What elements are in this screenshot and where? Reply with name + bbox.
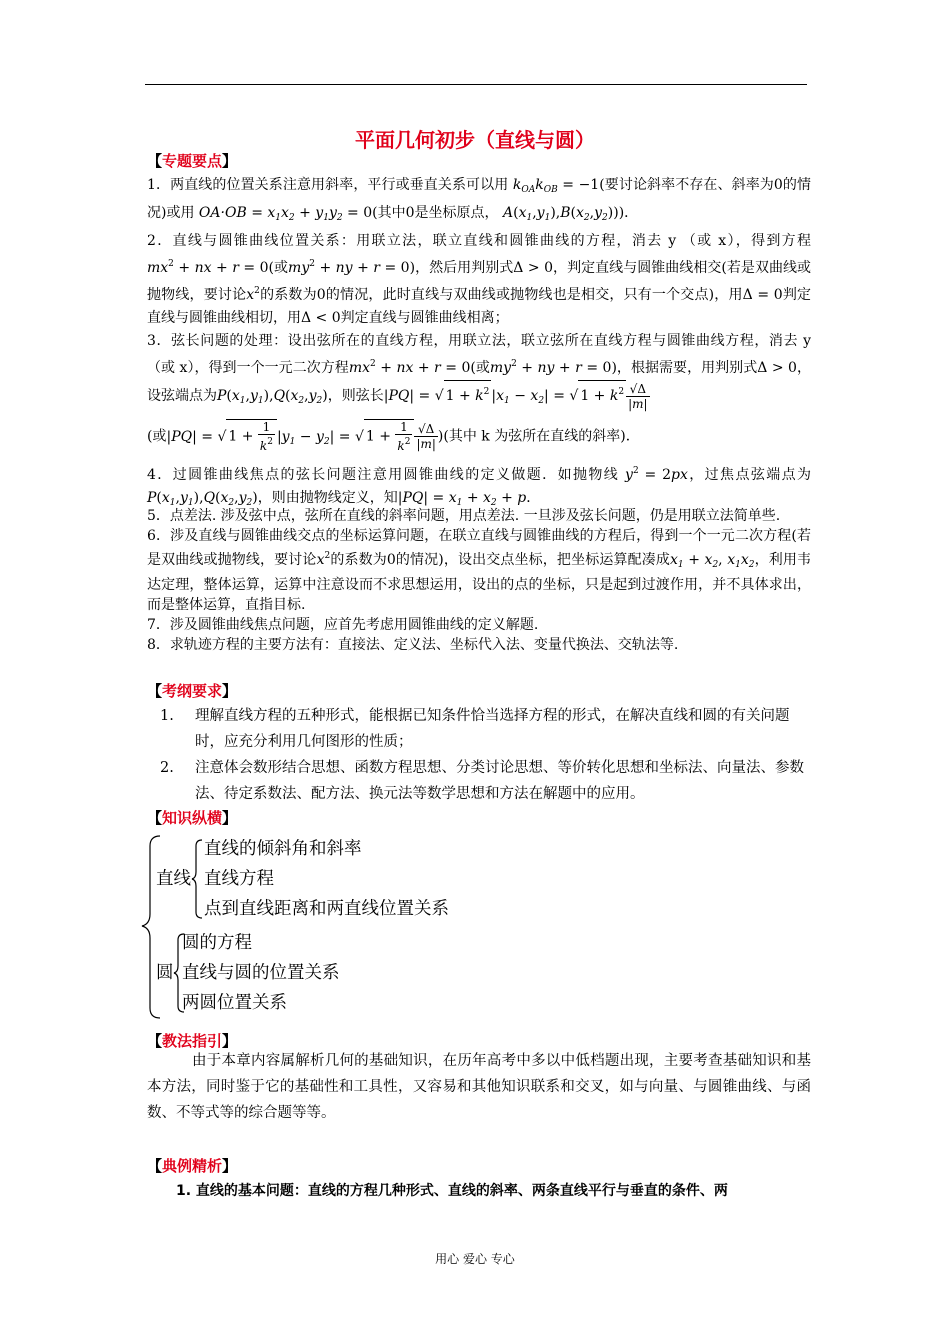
knowledge-circle-item: 两圆位置关系 [182, 993, 287, 1013]
point-2: 2．直线与圆锥曲线位置关系：用联立法，联立直线和圆锥曲线的方程，消去 y （或 x），得到方程 $mx^2$ + nx + r = 0(或$my^2$ + ny + r = 0)，然后用判别式Δ > 0，判定直线与圆锥曲线相交(若是双曲线或抛物线，要讨论$x^2$的系数为0的情况，此时直线与双曲线或抛物线也是相交，只有一个交点)，用Δ = 0判定直线与圆锥曲线相切，用Δ < 0判定直线与圆锥曲线相离； [147, 233, 812, 326]
key-points-body [147, 174, 811, 515]
list-item: 2. 注意体会数形结合思想、函数方程思想、分类讨论思想、等价转化思想和坐标法、向量法、参数法、待定系数法、配方法、换元法等数学思想和方法在解题中的应用。 [160, 760, 804, 802]
knowledge-line-item: 直线方程 [204, 869, 274, 889]
knowledge-line-item: 直线的倾斜角和斜率 [204, 839, 362, 859]
point-4: 4．过圆锥曲线焦点的弦长问题注意用圆锥曲线的定义做题．如抛物线 $y^2 = 2px$，过焦点弦端点为$P(x_1,y_1),Q(x_2,y_2)$，则由抛物线定义，知$|PQ| = x_1 + x_2 + p$． [147, 465, 812, 508]
point-6: 6．涉及直线与圆锥曲线交点的坐标运算问题，在联立直线与圆锥曲线的方程后，得到一个一元二次方程(若是双曲线或抛物线，要讨论$x^2$的系数为0的情况)，设出交点坐标，把坐标运算配凑成$x_1 + x_2$, $x_1x_2$，利用韦达定理，整体运算，运算中注意设而不求思想运用，设出的点的坐标，只是起到过渡作用，并不具体求出，而是整体运算，直指目标. [147, 528, 812, 613]
point-7: 7．涉及圆锥曲线焦点问题，应首先考虑用圆锥曲线的定义解题. [147, 617, 539, 633]
line-brace [192, 840, 202, 918]
knowledge-circle-item: 直线与圆的位置关系 [182, 963, 340, 983]
knowledge-line-label: 直线 [156, 869, 191, 889]
example-heading: 1. 直线的基本问题：直线的方程几种形式、直线的斜率、两条直线平行与垂直的条件、两 [176, 1183, 728, 1199]
point-8: 8．求轨迹方程的主要方法有：直接法、定义法、坐标代入法、变量代换法、交轨法等. [147, 637, 679, 653]
section-heading-examples: 【典例精析】 [147, 1157, 238, 1175]
section-heading-teaching-guidance: 【教法指引】 [147, 1032, 238, 1050]
knowledge-circle-label: 圆 [156, 963, 174, 983]
key-points-body-2 [147, 506, 811, 655]
point-1: 1．两直线的位置关系注意用斜率，平行或垂直关系可以用 $k_{OA}k_{OB} = -1$(要讨论斜率不存在、斜率为0的情况)或用 $OA\cdot OB = x_1x_2 + y_1y_2 = 0$(其中0是坐标原点， $A(x_1,y_1),B(x_2,y_2)$))． [147, 177, 811, 223]
section-heading-knowledge-overview: 【知识纵横】 [147, 809, 238, 827]
point-3-cont: (或|PQ| = √ 1 + $\frac{1}{k^2}$ $|y_1 - y_2|$ = √ 1 + $\frac{1}{k^2}$ $\frac{√\Delta}{|m|}$ )(其中 k 为弦所在直线的斜率)． [147, 420, 640, 453]
section-heading-exam-requirements: 【考纲要求】 [147, 682, 238, 700]
point-3: 3．弦长问题的处理：设出弦所在的直线方程，用联立法，联立弦所在直线方程与圆锥曲线方程，消去 y （或 x），得到一个一元二次方程$mx^2$ + nx + r = 0(或$my^2$ + ny + r = 0)，根据需要，用判别式Δ > 0，设弦端点为$P(x_1,y_1),Q(x_2,y_2)$，则弦长|PQ| = √ $1 + k^2$ $|x_1 - x_2|$ = √ $1 + k^2$ $\frac{√\Delta}{|m|}$ [147, 333, 812, 411]
knowledge-line-item: 点到直线距离和两直线位置关系 [204, 899, 449, 919]
teaching-guidance-text: 由于本章内容属解析几何的基础知识，在历年高考中多以中低档题出现，主要考查基础知识和基本方法，同时鉴于它的基础性和工具性，又容易和其他知识联系和交叉，如与向量、与圆锥曲线、与函数、不等式等的综合题等等。 [147, 1053, 811, 1121]
header-rule [145, 84, 807, 85]
page-title: 平面几何初步（直线与圆） [355, 128, 595, 152]
point-5: 5．点差法. 涉及弦中点，弦所在直线的斜率问题，用点差法. 一旦涉及弦长问题，仍是用联立法简单些. [147, 508, 781, 524]
knowledge-circle-item: 圆的方程 [182, 933, 252, 953]
section-heading-key-points: 【专题要点】 [147, 152, 238, 170]
list-item: 1. 理解直线方程的五种形式，能根据已知条件恰当选择方程的形式，在解决直线和圆的有关问题时，应充分利用几何图形的性质； [160, 708, 790, 750]
requirements-list [160, 703, 810, 807]
page-footer: 用心 爱心 专心 [435, 1252, 515, 1266]
